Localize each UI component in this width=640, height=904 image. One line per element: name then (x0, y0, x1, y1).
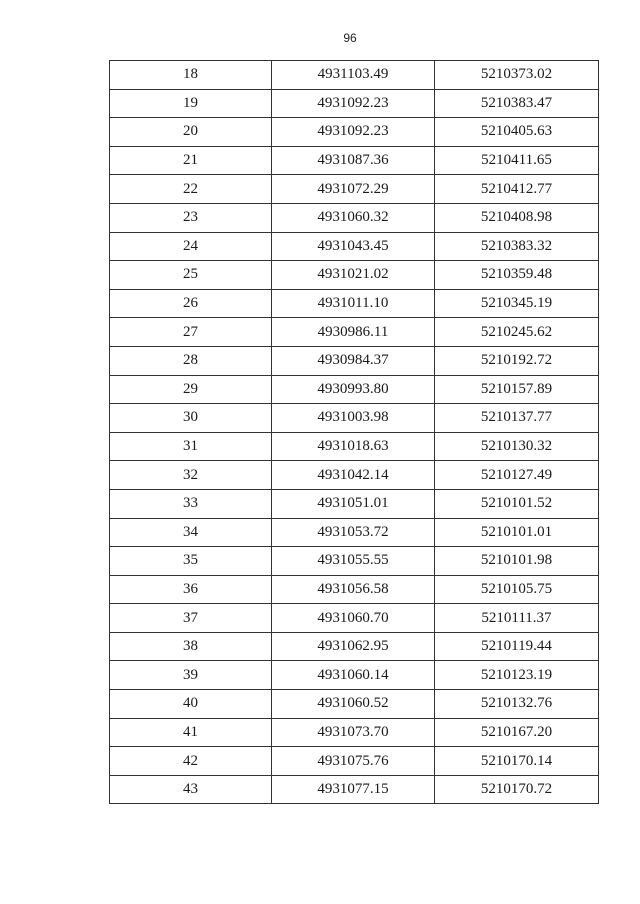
point-number-cell: 20 (110, 118, 272, 147)
point-number-cell: 32 (110, 461, 272, 490)
x-coordinate-cell: 4930986.11 (272, 318, 435, 347)
y-coordinate-cell: 5210192.72 (435, 346, 599, 375)
table-row (110, 61, 599, 90)
table-row (110, 232, 599, 261)
point-number-cell: 30 (110, 404, 272, 433)
table-row (110, 690, 599, 719)
y-coordinate-cell: 5210359.48 (435, 261, 599, 290)
point-number-cell: 18 (110, 61, 272, 90)
y-coordinate-cell: 5210127.49 (435, 461, 599, 490)
y-coordinate-cell: 5210245.62 (435, 318, 599, 347)
point-number-cell: 24 (110, 232, 272, 261)
table-row (110, 432, 599, 461)
point-number-cell: 27 (110, 318, 272, 347)
table-row (110, 661, 599, 690)
x-coordinate-cell: 4931018.63 (272, 432, 435, 461)
point-number-cell: 37 (110, 604, 272, 633)
y-coordinate-cell: 5210345.19 (435, 289, 599, 318)
table-row (110, 747, 599, 776)
table-row (110, 632, 599, 661)
table-row (110, 604, 599, 633)
y-coordinate-cell: 5210170.72 (435, 775, 599, 804)
table-row (110, 375, 599, 404)
x-coordinate-cell: 4931075.76 (272, 747, 435, 776)
point-number-cell: 29 (110, 375, 272, 404)
x-coordinate-cell: 4931055.55 (272, 547, 435, 576)
table-row (110, 146, 599, 175)
point-number-cell: 19 (110, 89, 272, 118)
table-row (110, 89, 599, 118)
y-coordinate-cell: 5210111.37 (435, 604, 599, 633)
point-number-cell: 26 (110, 289, 272, 318)
table-row (110, 175, 599, 204)
y-coordinate-cell: 5210105.75 (435, 575, 599, 604)
x-coordinate-cell: 4930984.37 (272, 346, 435, 375)
x-coordinate-cell: 4931062.95 (272, 632, 435, 661)
point-number-cell: 42 (110, 747, 272, 776)
x-coordinate-cell: 4931060.14 (272, 661, 435, 690)
x-coordinate-cell: 4931056.58 (272, 575, 435, 604)
point-number-cell: 23 (110, 203, 272, 232)
x-coordinate-cell: 4931021.02 (272, 261, 435, 290)
table-row (110, 404, 599, 433)
coordinates-table-body (110, 61, 599, 804)
y-coordinate-cell: 5210130.32 (435, 432, 599, 461)
x-coordinate-cell: 4931053.72 (272, 518, 435, 547)
x-coordinate-cell: 4930993.80 (272, 375, 435, 404)
table-row (110, 775, 599, 804)
y-coordinate-cell: 5210383.32 (435, 232, 599, 261)
y-coordinate-cell: 5210101.01 (435, 518, 599, 547)
point-number-cell: 41 (110, 718, 272, 747)
table-row (110, 203, 599, 232)
x-coordinate-cell: 4931073.70 (272, 718, 435, 747)
x-coordinate-cell: 4931043.45 (272, 232, 435, 261)
y-coordinate-cell: 5210408.98 (435, 203, 599, 232)
point-number-cell: 43 (110, 775, 272, 804)
x-coordinate-cell: 4931060.52 (272, 690, 435, 719)
coordinates-table (109, 60, 599, 804)
x-coordinate-cell: 4931092.23 (272, 118, 435, 147)
point-number-cell: 31 (110, 432, 272, 461)
y-coordinate-cell: 5210411.65 (435, 146, 599, 175)
y-coordinate-cell: 5210101.52 (435, 489, 599, 518)
x-coordinate-cell: 4931092.23 (272, 89, 435, 118)
point-number-cell: 40 (110, 690, 272, 719)
x-coordinate-cell: 4931060.32 (272, 203, 435, 232)
point-number-cell: 38 (110, 632, 272, 661)
y-coordinate-cell: 5210137.77 (435, 404, 599, 433)
point-number-cell: 25 (110, 261, 272, 290)
point-number-cell: 34 (110, 518, 272, 547)
y-coordinate-cell: 5210383.47 (435, 89, 599, 118)
x-coordinate-cell: 4931087.36 (272, 146, 435, 175)
y-coordinate-cell: 5210132.76 (435, 690, 599, 719)
point-number-cell: 39 (110, 661, 272, 690)
point-number-cell: 28 (110, 346, 272, 375)
point-number-cell: 36 (110, 575, 272, 604)
y-coordinate-cell: 5210412.77 (435, 175, 599, 204)
point-number-cell: 21 (110, 146, 272, 175)
table-row (110, 518, 599, 547)
point-number-cell: 22 (110, 175, 272, 204)
table-row (110, 261, 599, 290)
x-coordinate-cell: 4931051.01 (272, 489, 435, 518)
table-row (110, 575, 599, 604)
x-coordinate-cell: 4931072.29 (272, 175, 435, 204)
x-coordinate-cell: 4931003.98 (272, 404, 435, 433)
x-coordinate-cell: 4931060.70 (272, 604, 435, 633)
point-number-cell: 35 (110, 547, 272, 576)
x-coordinate-cell: 4931042.14 (272, 461, 435, 490)
y-coordinate-cell: 5210101.98 (435, 547, 599, 576)
page-number: 96 (343, 31, 357, 45)
y-coordinate-cell: 5210405.63 (435, 118, 599, 147)
table-row (110, 461, 599, 490)
y-coordinate-cell: 5210123.19 (435, 661, 599, 690)
point-number-cell: 33 (110, 489, 272, 518)
y-coordinate-cell: 5210157.89 (435, 375, 599, 404)
y-coordinate-cell: 5210119.44 (435, 632, 599, 661)
y-coordinate-cell: 5210167.20 (435, 718, 599, 747)
x-coordinate-cell: 4931011.10 (272, 289, 435, 318)
x-coordinate-cell: 4931103.49 (272, 61, 435, 90)
table-row (110, 718, 599, 747)
table-row (110, 489, 599, 518)
y-coordinate-cell: 5210373.02 (435, 61, 599, 90)
x-coordinate-cell: 4931077.15 (272, 775, 435, 804)
table-row (110, 118, 599, 147)
y-coordinate-cell: 5210170.14 (435, 747, 599, 776)
table-row (110, 289, 599, 318)
table-row (110, 547, 599, 576)
table-row (110, 318, 599, 347)
table-row (110, 346, 599, 375)
